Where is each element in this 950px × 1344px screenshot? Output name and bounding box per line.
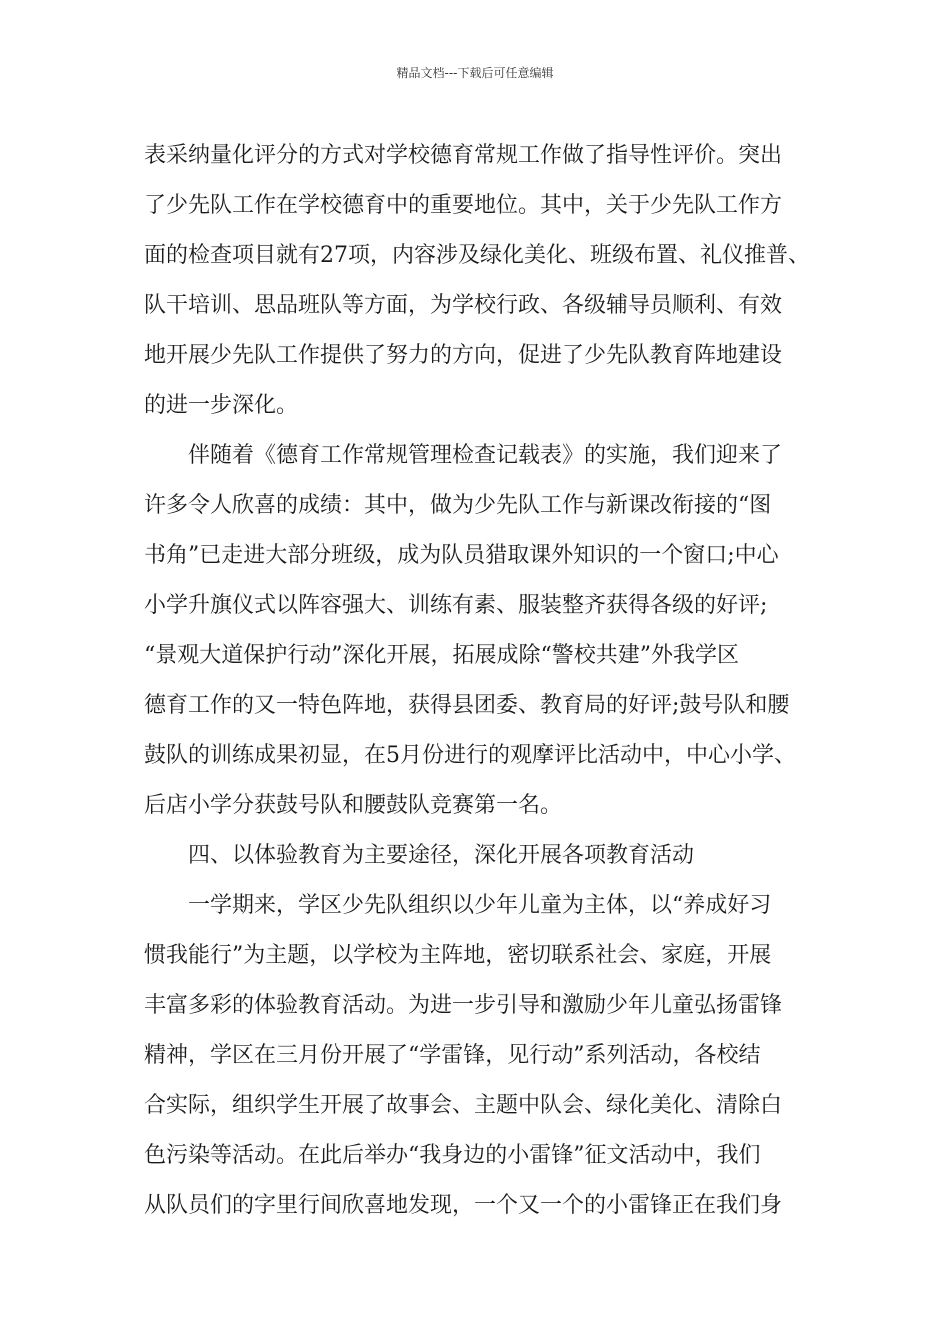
text-line: 德育工作的又一特色阵地，获得县团委、教育局的好评;鼓号队和腰: [144, 693, 790, 718]
text-line: 色污染等活动。在此后举办“我身边的小雷锋”征文活动中，我们: [144, 1143, 761, 1168]
text-line: 惯我能行”为主题，以学校为主阵地，密切联系社会、家庭，开展: [144, 943, 772, 968]
text-line: 了少先队工作在学校德育中的重要地位。其中，关于少先队工作方: [144, 193, 783, 218]
text-line: 精神，学区在三月份开展了“学雷锋，见行动”系列活动，各校结: [144, 1043, 761, 1068]
text-line: 后店小学分获鼓号队和腰鼓队竞赛第一名。: [144, 793, 563, 818]
text-line: 合实际，组织学生开展了故事会、主题中队会、绿化美化、清除白: [144, 1093, 783, 1118]
page-header: 精品文档---下载后可任意编辑: [396, 66, 554, 80]
text-line: 一学期来，学区少先队组织以少年儿童为主体，以“养成好习: [144, 893, 772, 918]
text-line: 地开展少先队工作提供了努力的方向，促进了少先队教育阵地建设: [144, 343, 783, 368]
text-line: 小学升旗仪式以阵容强大、训练有素、服装整齐获得各级的好评;: [144, 593, 768, 618]
text-line: 表采纳量化评分的方式对学校德育常规工作做了指导性评价。突出: [144, 143, 783, 168]
text-line: 伴随着《德育工作常规管理检查记载表》的实施，我们迎来了: [144, 443, 783, 468]
document-body: [144, 131, 834, 1231]
text-line: 队干培训、思品班队等方面，为学校行政、各级辅导员顺利、有效: [144, 293, 783, 318]
text-line: 的进一步深化。: [144, 393, 299, 418]
text-line: 丰富多彩的体验教育活动。为进一步引导和激励少年儿童弘扬雷锋: [144, 993, 783, 1018]
text-line: “景观大道保护行动”深化开展，拓展成除“警校共建”外我学区: [144, 643, 739, 668]
section-heading: 四、以体验教育为主要途径，深化开展各项教育活动: [144, 843, 695, 868]
text-line: 鼓队的训练成果初显，在5月份进行的观摩评比活动中，中心小学、: [144, 743, 796, 768]
text-line: 书角”已走进大部分班级，成为队员猎取课外知识的一个窗口;中心: [144, 543, 779, 568]
text-line: 面的检查项目就有27项，内容涉及绿化美化、班级布置、礼仪推普、: [144, 243, 810, 268]
text-line: 许多令人欣喜的成绩：其中，做为少先队工作与新课改衔接的“图: [144, 493, 772, 518]
text-line: 从队员们的字里行间欣喜地发现，一个又一个的小雷锋正在我们身: [144, 1193, 783, 1218]
